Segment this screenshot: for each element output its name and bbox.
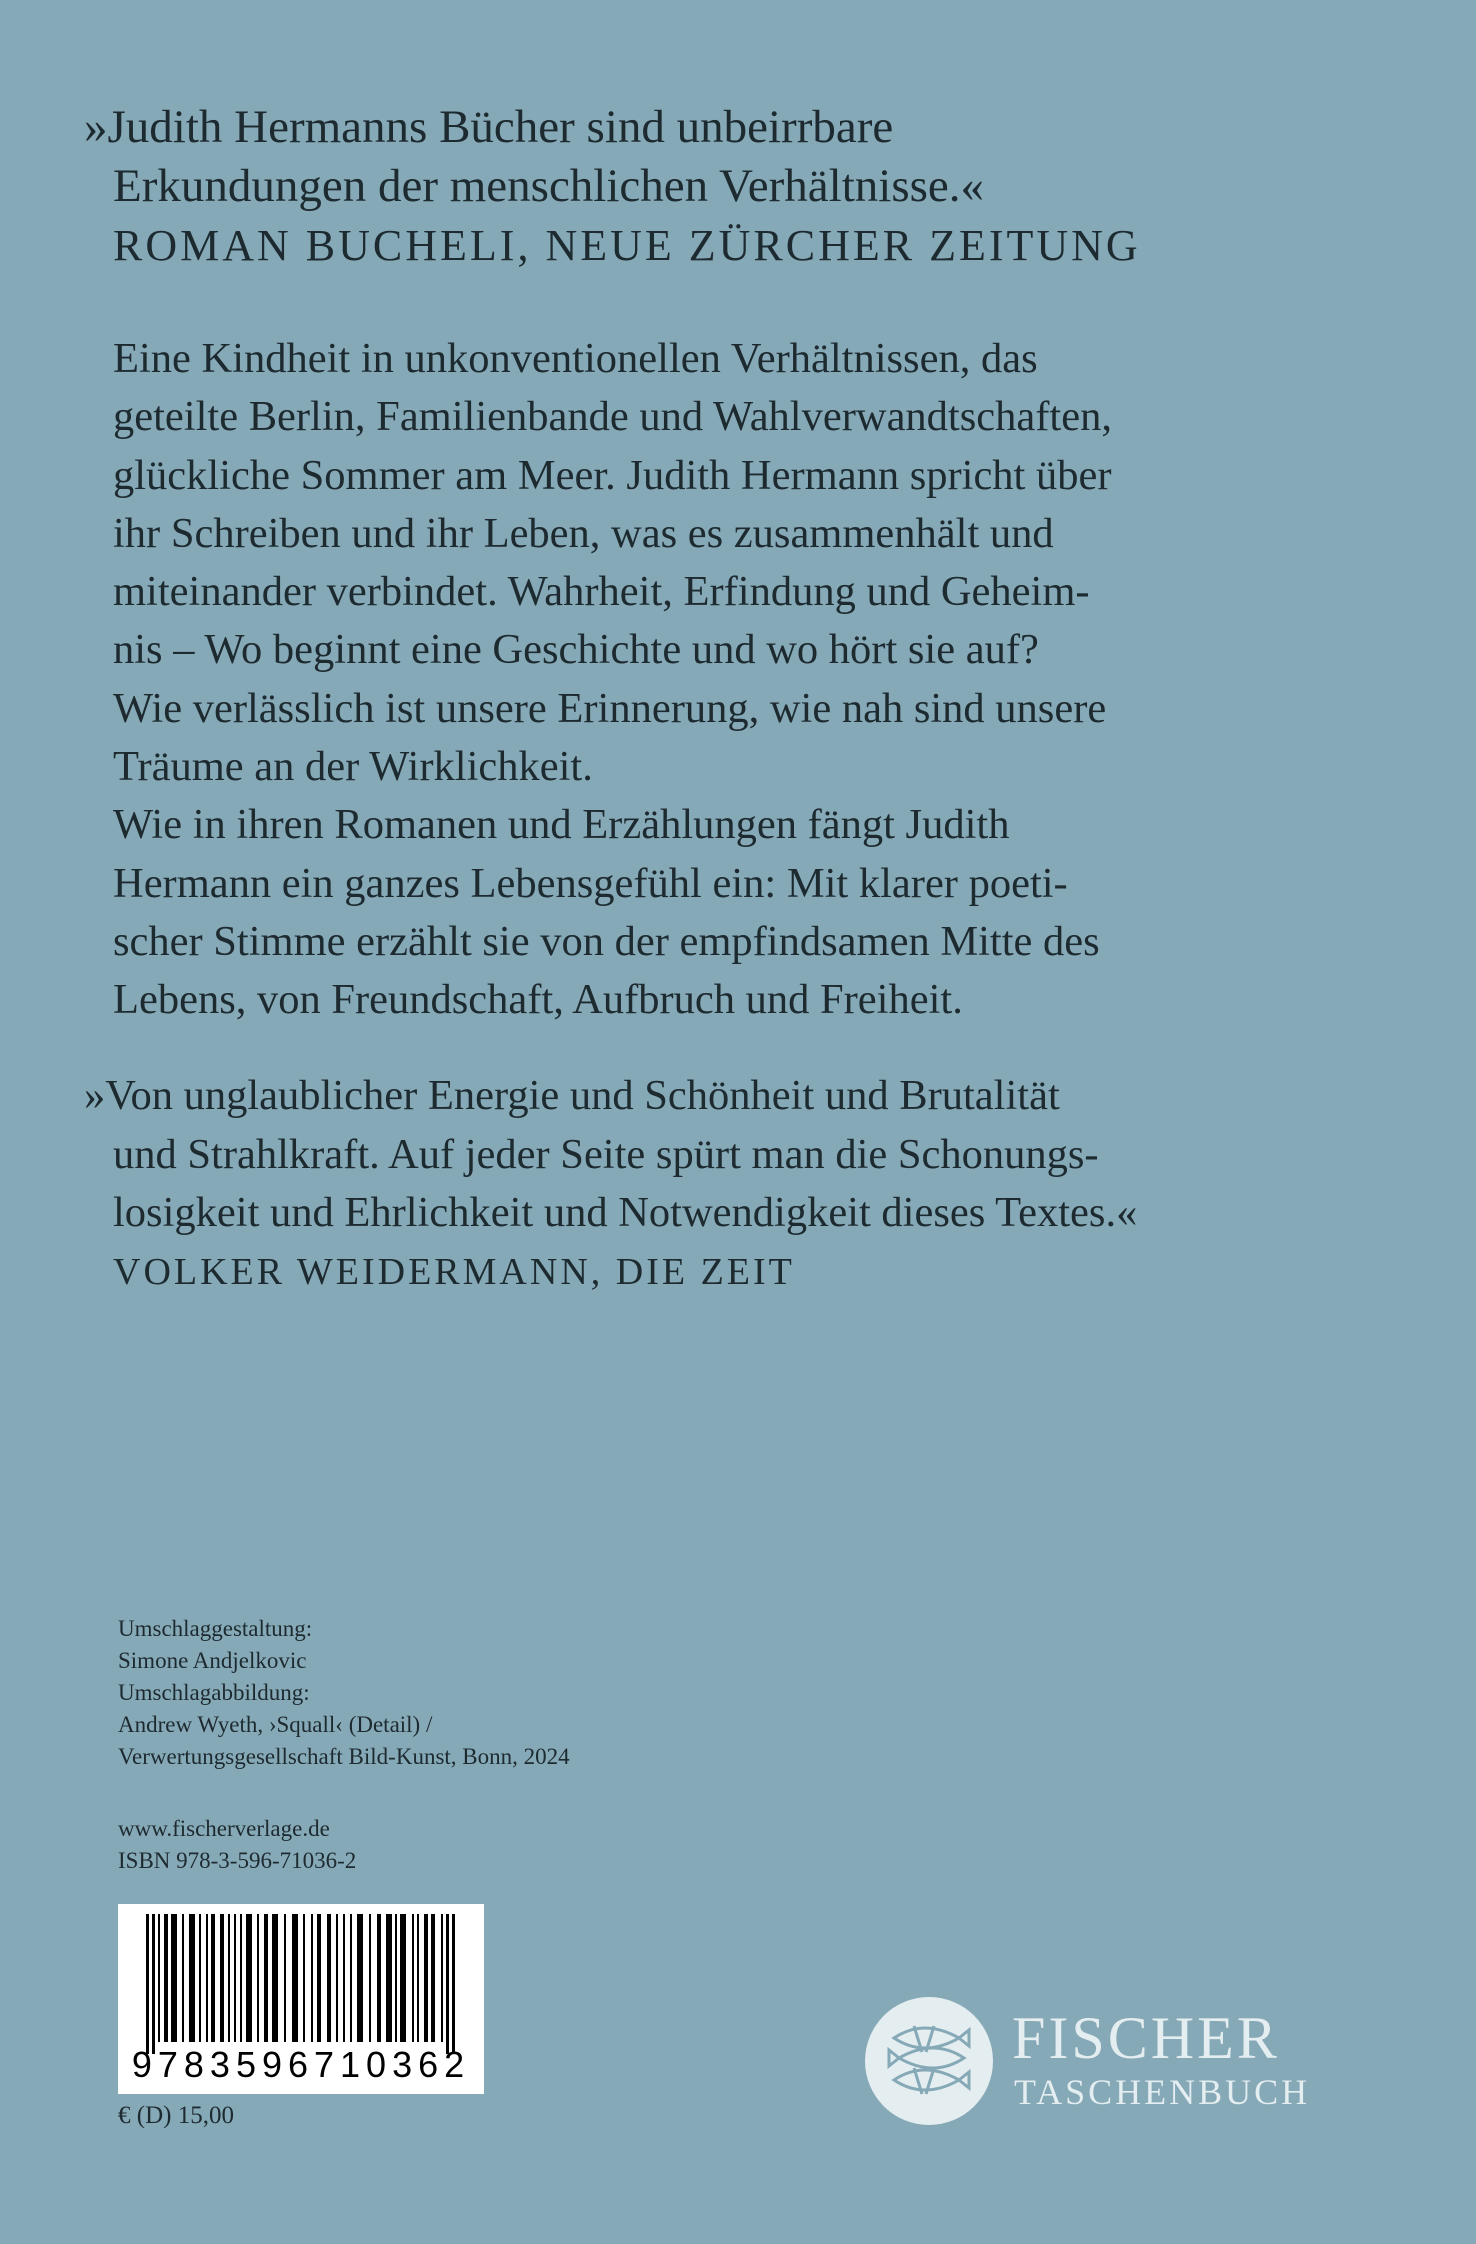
fish-icon — [864, 1996, 994, 2126]
barcode-bar — [377, 1914, 381, 2042]
barcode-bar — [199, 1914, 201, 2042]
description-line: ihr Schreiben und ihr Leben, was es zusammenhält und — [113, 509, 1054, 557]
description-line: Lebens, von Freundschaft, Aufbruch und Freiheit. — [113, 976, 963, 1024]
description-line: glückliche Sommer am Meer. Judith Hermann spricht über — [113, 451, 1112, 499]
barcode-bar — [164, 1914, 168, 2042]
description-line: Wie in ihren Romanen und Erzählungen fängt Judith — [113, 801, 1010, 849]
barcode-bar — [284, 1914, 286, 2042]
credit-line: Simone Andjelkovic — [118, 1648, 307, 1673]
barcode-bar — [228, 1914, 230, 2042]
barcode-bar — [343, 1914, 345, 2042]
barcode-bar — [264, 1914, 268, 2042]
quote-line: »Von unglaublicher Energie und Schönheit und Brutalität — [84, 1072, 1060, 1119]
barcode — [118, 1904, 484, 2094]
credit-line: Umschlaggestaltung: — [118, 1616, 313, 1641]
description-line: Hermann ein ganzes Lebensgefühl ein: Mit klarer poeti- — [113, 859, 1068, 907]
review-quote-1 — [84, 98, 1384, 276]
barcode-bar — [452, 1914, 455, 2054]
barcode-bar — [246, 1914, 252, 2042]
barcode-bar — [395, 1914, 397, 2042]
credit-line: Verwertungsgesellschaft Bild-Kunst, Bonn, 2024 — [118, 1744, 570, 1769]
review-quote-2 — [84, 1067, 1434, 1301]
quote-line: losigkeit und Ehrlichkeit und Notwendigkeit dieses Textes.« — [113, 1189, 1138, 1236]
cover-credits — [118, 1613, 570, 1773]
barcode-bar — [317, 1914, 321, 2042]
barcode-bar — [234, 1914, 236, 2042]
barcode-bar — [446, 1914, 449, 2054]
barcode-bar — [386, 1914, 392, 2042]
description-line: scher Stimme erzählt sie von der empfindsamen Mitte des — [113, 917, 1100, 965]
credit-line: Andrew Wyeth, ›Squall‹ (Detail) / — [118, 1712, 433, 1737]
barcode-bar — [189, 1914, 195, 2042]
barcode-bar — [336, 1914, 338, 2042]
quote-attribution: ROMAN BUCHELI, NEUE ZÜRCHER ZEITUNG — [113, 221, 1141, 270]
publisher-info — [118, 1813, 356, 1877]
barcode-bar — [240, 1914, 242, 2042]
barcode-bar — [211, 1914, 215, 2042]
barcode-bar — [417, 1914, 419, 2042]
barcode-bar — [441, 1914, 443, 2042]
description-line: Träume an der Wirklichkeit. — [113, 743, 593, 791]
barcode-number: 9783596710362 — [131, 2044, 471, 2085]
barcode-bar — [303, 1914, 305, 2042]
barcode-bar — [220, 1914, 224, 2042]
barcode-bar — [257, 1914, 259, 2042]
quote-line: »Judith Hermanns Bücher sind unbeirrbare — [84, 101, 894, 153]
logo-name: FISCHER — [1012, 2005, 1280, 2071]
barcode-bar — [431, 1914, 435, 2042]
publisher-logo — [864, 1996, 1364, 2126]
description-line: nis – Wo beginnt eine Geschichte und wo hört sie auf? — [113, 626, 1039, 674]
barcode-bar — [152, 1914, 155, 2054]
publisher-url[interactable]: www.fischerverlage.de — [118, 1816, 330, 1841]
barcode-bar — [158, 1914, 160, 2042]
barcode-bar — [182, 1914, 184, 2042]
description-line: geteilte Berlin, Familienbande und Wahlverwandtschaften, — [113, 393, 1112, 441]
description-line: miteinander verbindet. Wahrheit, Erfindung und Geheim- — [113, 568, 1090, 616]
barcode-bar — [400, 1914, 406, 2042]
barcode-bar — [206, 1914, 208, 2042]
barcode-bar — [272, 1914, 278, 2042]
quote-attribution: VOLKER WEIDERMANN, DIE ZEIT — [113, 1250, 795, 1293]
barcode-bar — [412, 1914, 414, 2042]
barcode-bar — [424, 1914, 428, 2042]
credit-line: Umschlagabbildung: — [118, 1680, 310, 1705]
barcode-bar — [357, 1914, 363, 2042]
barcode-bar — [311, 1914, 313, 2042]
barcode-bar — [327, 1914, 331, 2042]
price: € (D) 15,00 — [118, 2102, 234, 2129]
logo-subtitle: TASCHENBUCH — [1014, 2072, 1311, 2112]
quote-line: und Strahlkraft. Auf jeder Seite spürt man die Schonungs- — [113, 1130, 1099, 1178]
quote-text — [84, 1067, 1434, 1243]
description-line: Wie verlässlich ist unsere Erinnerung, wie nah sind unsere — [113, 684, 1107, 732]
barcode-bar — [369, 1914, 371, 2042]
book-description — [113, 330, 1393, 1030]
quote-text — [84, 98, 1384, 216]
barcode-bar — [146, 1914, 149, 2054]
quote-line: Erkundungen der menschlichen Verhältnisse.« — [113, 160, 985, 212]
description-line: Eine Kindheit in unkonventionellen Verhältnissen, das — [113, 335, 1038, 382]
isbn: ISBN 978-3-596-71036-2 — [118, 1848, 357, 1873]
barcode-bar — [171, 1914, 177, 2042]
barcode-bar — [292, 1914, 298, 2042]
barcode-bar — [350, 1914, 352, 2042]
